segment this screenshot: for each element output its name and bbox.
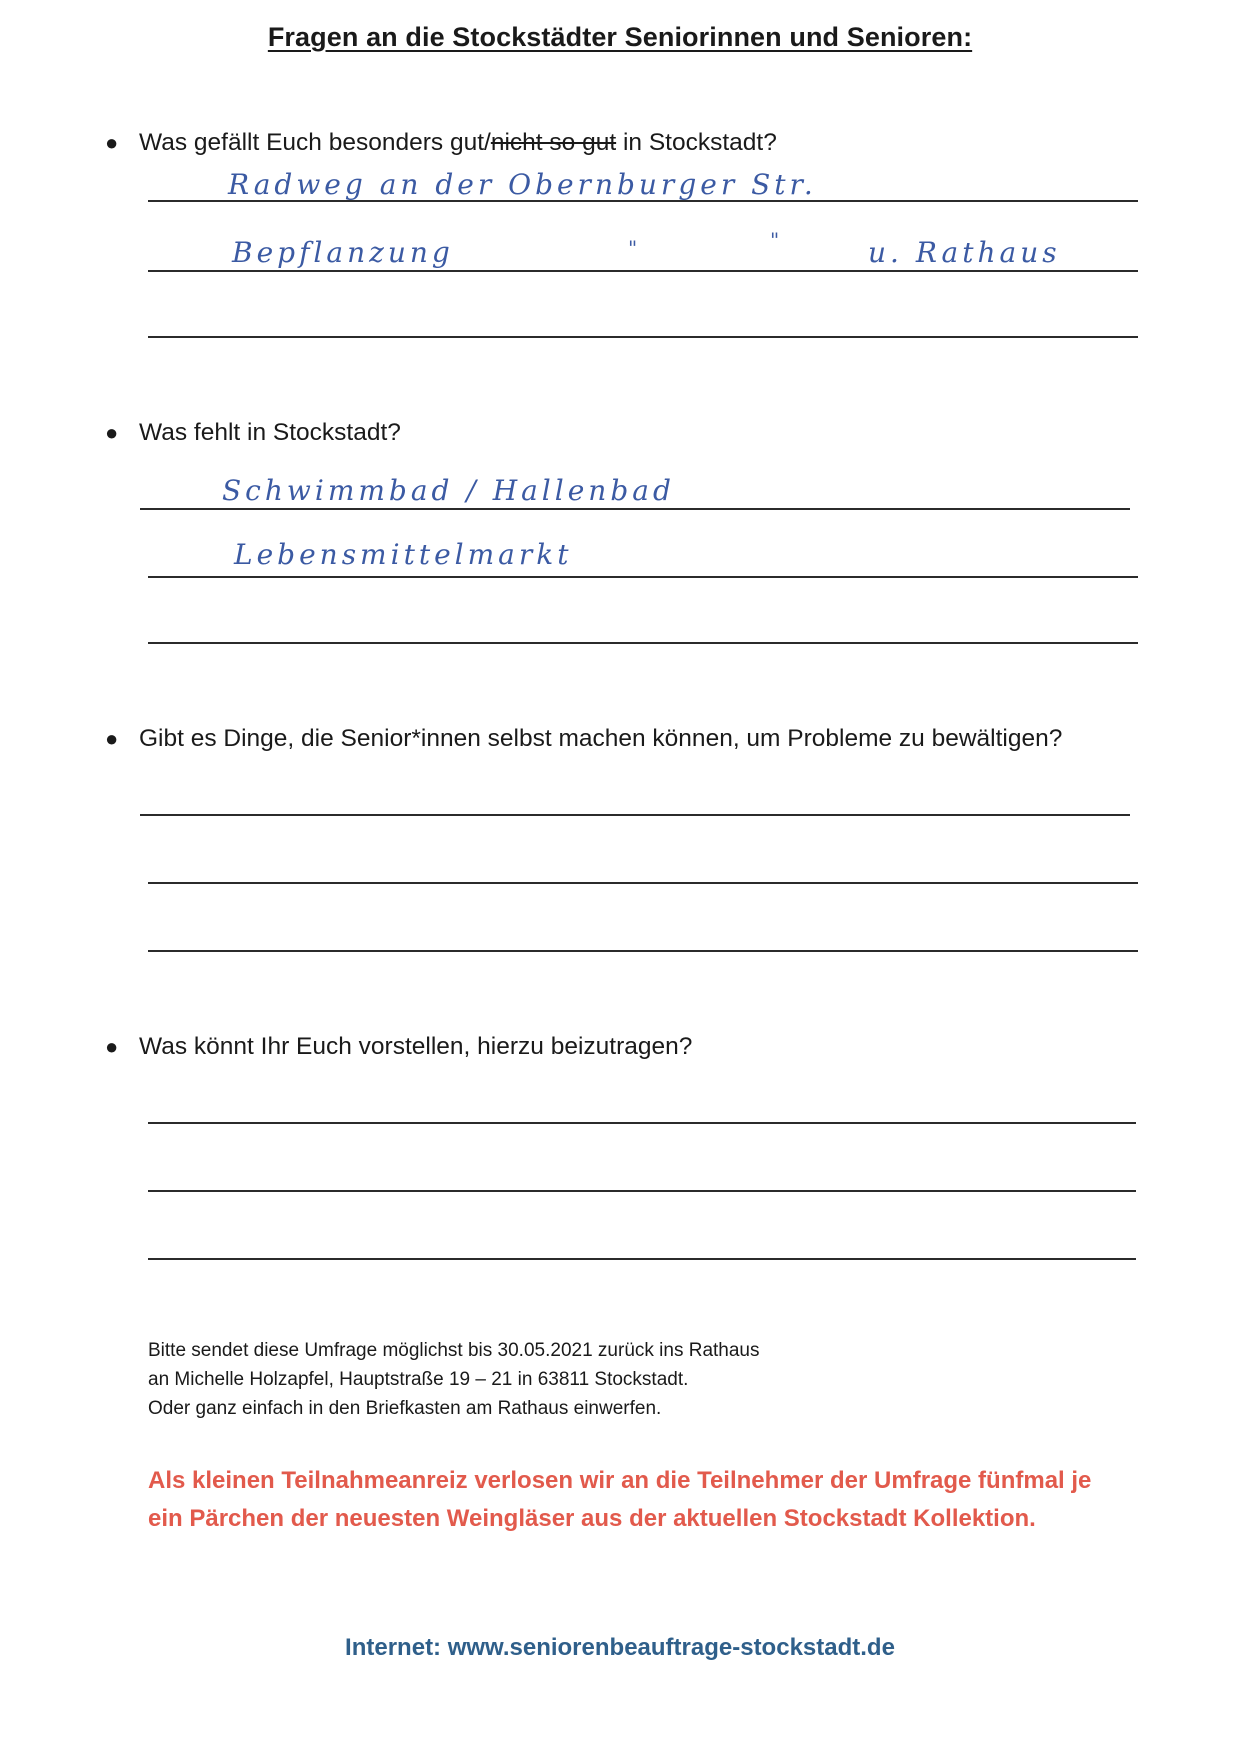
answer-line[interactable]	[140, 508, 1130, 510]
handwritten-answer: Radweg an der Obernburger Str.	[228, 168, 817, 201]
handwritten-answer: Bepflanzung	[232, 236, 454, 269]
info-line: Bitte sendet diese Umfrage möglichst bis 30.05.2021 zurück ins Rathaus	[148, 1340, 760, 1361]
return-instructions	[148, 1336, 760, 1423]
info-line: an Michelle Holzapfel, Hauptstraße 19 – 21 in 63811 Stockstadt.	[148, 1369, 689, 1390]
bullet-icon: ●	[105, 726, 119, 751]
prize-line: Als kleinen Teilnahmeanreiz verlosen wir an die Teilnehmer der Umfrage fünfmal je	[148, 1467, 1092, 1494]
bullet-icon: ●	[105, 420, 119, 445]
answer-line[interactable]	[148, 336, 1138, 338]
bullet-icon: ●	[105, 130, 119, 155]
answer-line[interactable]	[148, 200, 1138, 202]
page-title: Fragen an die Stockstädter Seniorinnen und Senioren:	[267, 22, 973, 52]
prize-line: ein Pärchen der neuesten Weingläser aus der aktuellen Stockstadt Kollektion.	[148, 1505, 1036, 1532]
bullet-icon: ●	[105, 1034, 119, 1059]
question-1	[105, 128, 777, 158]
answer-line[interactable]	[148, 642, 1138, 644]
question-4	[105, 1032, 692, 1062]
question-1-text-after: in Stockstadt?	[616, 129, 777, 156]
answer-line[interactable]	[148, 1122, 1136, 1124]
handwritten-answer: u. Rathaus	[868, 236, 1061, 269]
handwritten-ditto-mark: "	[770, 228, 784, 252]
answer-line[interactable]	[148, 882, 1138, 884]
prize-notice	[148, 1462, 1091, 1538]
website-link[interactable]: Internet: www.seniorenbeauftrage-stockstadt.de	[345, 1634, 895, 1661]
handwritten-answer: Lebensmittelmarkt	[234, 538, 573, 571]
answer-line[interactable]	[148, 1258, 1136, 1260]
info-line: Oder ganz einfach in den Briefkasten am Rathaus einwerfen.	[148, 1398, 662, 1419]
answer-line[interactable]	[148, 950, 1138, 952]
question-4-text: Was könnt Ihr Euch vorstellen, hierzu beizutragen?	[139, 1033, 693, 1060]
question-3	[105, 724, 1062, 754]
handwritten-ditto-mark: "	[628, 236, 642, 260]
question-3-text: Gibt es Dinge, die Senior*innen selbst machen können, um Probleme zu bewältigen?	[139, 725, 1063, 752]
answer-line[interactable]	[148, 576, 1138, 578]
question-2	[105, 418, 401, 448]
handwritten-answer: Schwimmbad / Hallenbad	[222, 474, 675, 507]
answer-line[interactable]	[148, 1190, 1136, 1192]
question-2-text: Was fehlt in Stockstadt?	[139, 419, 401, 446]
question-1-text-before: Was gefällt Euch besonders gut/	[139, 129, 491, 156]
question-1-struck-text: nicht so gut	[490, 129, 617, 156]
answer-line[interactable]	[148, 270, 1138, 272]
answer-line[interactable]	[140, 814, 1130, 816]
